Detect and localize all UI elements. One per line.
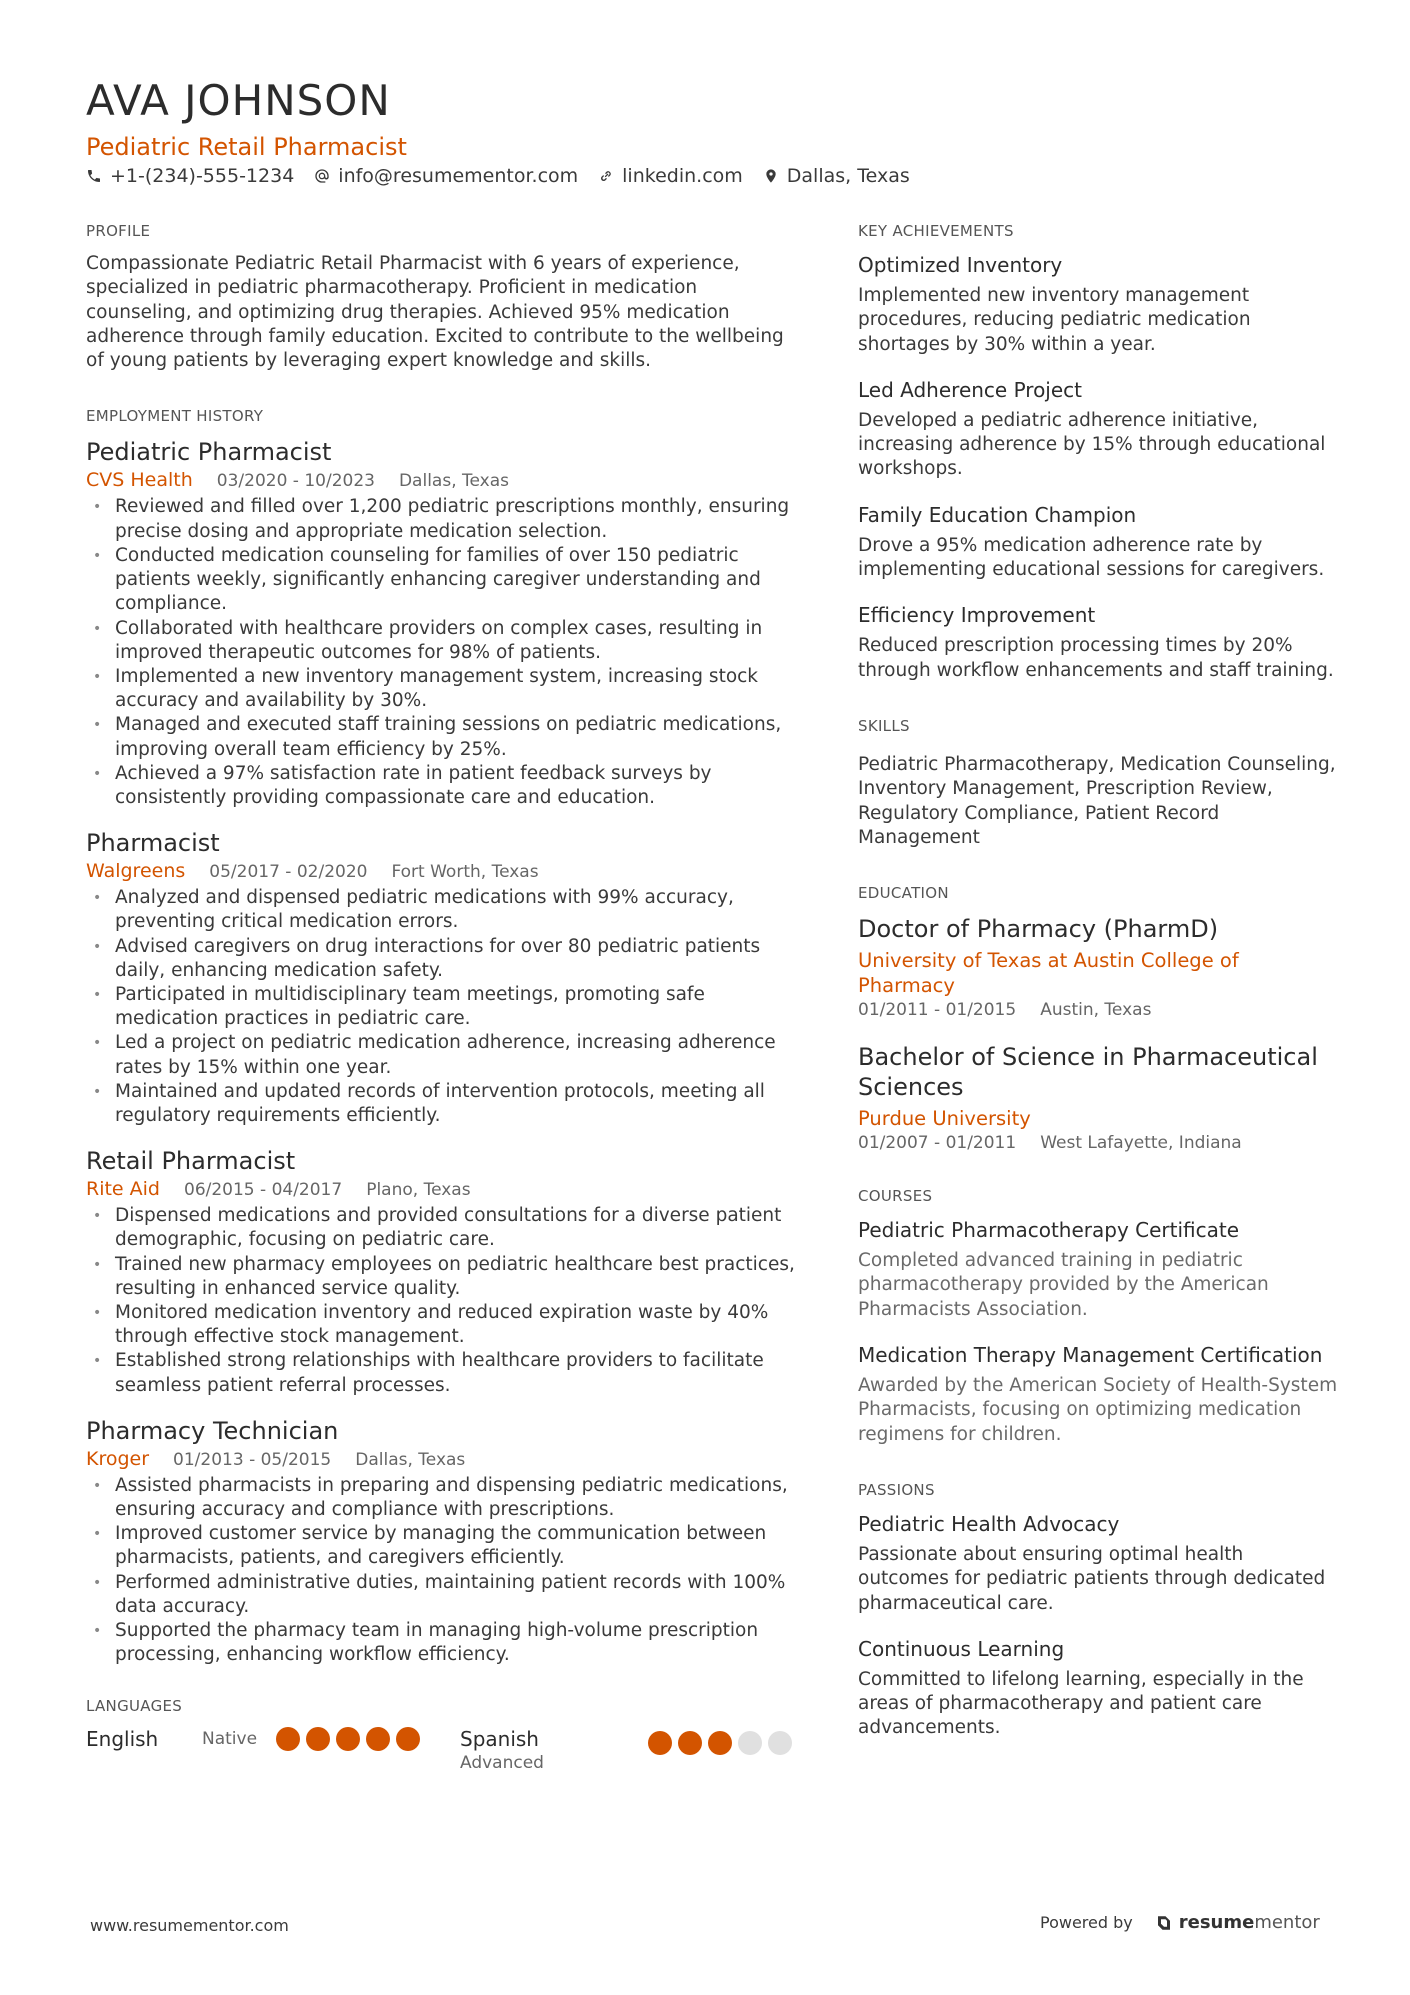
achievement-text: Reduced prescription processing times by 20% through workflow enhancements and staff training. — [858, 635, 1334, 681]
job-bullets — [86, 495, 796, 810]
brand-name-light: mentor — [1254, 1912, 1320, 1933]
education-dates: 01/2011 - 01/2015 — [858, 1000, 1017, 1021]
achievement-title: Optimized Inventory — [858, 253, 1063, 277]
job-bullet: • Supported the pharmacy team in managing high-volume prescription processing, enhancing workflow efficiency. — [86, 1619, 796, 1667]
contact-location — [763, 165, 910, 187]
education-section — [858, 884, 1338, 1153]
footer-powered — [1040, 1912, 1320, 1933]
brand-name-bold: resume — [1178, 1912, 1255, 1933]
skills-heading: SKILLS — [858, 716, 910, 735]
right-column — [858, 222, 1338, 1775]
job-bullet: • Monitored medication inventory and reduced expiration waste by 40% through effective stock management. — [86, 1301, 796, 1349]
job-bullet: • Performed administrative duties, maintaining patient records with 100% data accuracy. — [86, 1571, 796, 1619]
job-dates: 01/2013 - 05/2015 — [173, 1449, 332, 1470]
rating-dot-filled — [276, 1727, 300, 1751]
education-heading: EDUCATION — [858, 884, 949, 903]
achievement-item — [858, 252, 1338, 357]
job-bullets — [86, 1204, 796, 1398]
profile-section — [86, 222, 796, 373]
education-degree: Doctor of Pharmacy (PharmD) — [858, 915, 1219, 944]
job-entry — [86, 828, 796, 1128]
language-spanish — [460, 1727, 792, 1773]
job-bullet: • Trained new pharmacy employees on pediatric healthcare best practices, resulting in enhanced service quality. — [86, 1253, 796, 1301]
profile-text: Compassionate Pediatric Retail Pharmacist with 6 years of experience, specialized in pediatric pharmacotherapy. Proficient in medication counseling, and optimizing drug therapies. Achieved 95% medication adherence through family education. Excited to contribute to the wellbeing of young patients by leveraging expert knowledge and skills. — [86, 253, 784, 372]
education-school: Purdue University — [858, 1107, 1031, 1131]
passion-item — [858, 1511, 1338, 1616]
rating-dot-filled — [648, 1731, 672, 1755]
profile-heading: PROFILE — [86, 222, 151, 240]
job-title: Pediatric Pharmacist — [86, 438, 332, 467]
rating-dot-filled — [708, 1731, 732, 1755]
email-text: info@resumementor.com — [338, 165, 579, 187]
job-company: Kroger — [86, 1447, 150, 1470]
job-bullet: • Analyzed and dispensed pediatric medications with 99% accuracy, preventing critical medication errors. — [86, 886, 796, 934]
job-meta — [86, 860, 796, 882]
rating-dot-empty — [738, 1731, 762, 1755]
achievement-title: Family Education Champion — [858, 502, 1137, 527]
job-title: Pharmacy Technician — [86, 1416, 339, 1445]
rating-dot-filled — [366, 1727, 390, 1751]
candidate-name: AVA JOHNSON — [86, 76, 391, 125]
job-bullet: • Participated in multidisciplinary team meetings, promoting safe medication practices in pediatric care. — [86, 983, 796, 1031]
language-rating — [276, 1727, 420, 1751]
language-level: Advanced — [460, 1753, 544, 1774]
course-item — [858, 1217, 1338, 1322]
powered-by-label: Powered by — [1040, 1913, 1133, 1932]
language-english — [86, 1727, 460, 1751]
course-item — [858, 1342, 1338, 1447]
candidate-title: Pediatric Retail Pharmacist — [86, 133, 407, 161]
achievement-item — [858, 602, 1338, 683]
achievement-text: Developed a pediatric adherence initiative, increasing adherence by 15% through educational workshops. — [858, 409, 1326, 480]
employment-heading: EMPLOYMENT HISTORY — [86, 407, 264, 426]
course-title: Pediatric Pharmacotherapy Certificate — [858, 1218, 1240, 1243]
achievements-section — [858, 222, 1338, 683]
language-level: Native — [202, 1729, 258, 1750]
passion-title: Pediatric Health Advocacy — [858, 1511, 1120, 1536]
passions-heading: PASSIONS — [858, 1480, 935, 1499]
job-title: Pharmacist — [86, 829, 220, 858]
job-bullet: • Achieved a 97% satisfaction rate in patient feedback surveys by consistently providing compassionate care and education. — [86, 762, 796, 810]
job-dates: 05/2017 - 02/2020 — [209, 862, 368, 883]
job-company: Rite Aid — [86, 1178, 160, 1201]
job-bullet: • Reviewed and filled over 1,200 pediatric prescriptions monthly, ensuring precise dosing and appropriate medication selection. — [86, 495, 796, 543]
education-degree: Bachelor of Science in Pharmaceutical Sciences — [858, 1043, 1318, 1102]
language-name: Spanish — [460, 1727, 539, 1752]
achievement-title: Led Adherence Project — [858, 377, 1083, 402]
job-bullet: • Conducted medication counseling for families of over 150 pediatric patients weekly, significantly enhancing caregiver understanding and compliance. — [86, 544, 796, 617]
job-entry — [86, 1416, 796, 1668]
job-dates: 03/2020 - 10/2023 — [216, 471, 375, 492]
education-location: Austin, Texas — [1040, 1000, 1152, 1021]
job-meta — [86, 1448, 796, 1470]
job-bullets — [86, 1474, 796, 1668]
job-bullet: • Implemented a new inventory management system, increasing stock accuracy and availability by 30%. — [86, 665, 796, 713]
rating-dot-filled — [678, 1731, 702, 1755]
achievement-item — [858, 502, 1338, 583]
languages-section — [86, 1697, 796, 1773]
job-company: Walgreens — [86, 860, 186, 883]
achievement-text: Drove a 95% medication adherence rate by implementing educational sessions for caregivers. — [858, 534, 1325, 581]
languages-heading: LANGUAGES — [86, 1697, 183, 1716]
footer-website[interactable]: www.resumementor.com — [90, 1916, 289, 1935]
job-entry — [86, 1146, 796, 1398]
passions-section — [858, 1481, 1338, 1741]
job-bullet: • Managed and executed staff training sessions on pediatric medications, improving overall team efficiency by 25%. — [86, 713, 796, 761]
job-location: Fort Worth, Texas — [391, 862, 539, 883]
job-company: CVS Health — [86, 469, 193, 492]
languages-row — [86, 1727, 796, 1773]
job-bullet: • Collaborated with healthcare providers on complex cases, resulting in improved therapeutic outcomes for 98% of patients. — [86, 617, 796, 665]
employment-section — [86, 407, 796, 1667]
job-meta — [86, 469, 796, 491]
achievement-item — [858, 377, 1338, 482]
course-title: Medication Therapy Management Certification — [858, 1343, 1323, 1368]
skills-section — [858, 717, 1338, 850]
brand-logo[interactable] — [1155, 1912, 1320, 1933]
job-location: Plano, Texas — [366, 1180, 471, 1201]
phone-icon — [86, 168, 102, 184]
passion-text: Committed to lifelong learning, especially in the areas of pharmacotherapy and patient care advancements. — [858, 1668, 1304, 1739]
courses-heading: COURSES — [858, 1187, 933, 1206]
job-entry — [86, 437, 796, 810]
job-meta — [86, 1178, 796, 1200]
education-location: West Lafayette, Indiana — [1040, 1133, 1242, 1154]
courses-section — [858, 1187, 1338, 1447]
job-bullet: • Led a project on pediatric medication adherence, increasing adherence rates by 15% within one year. — [86, 1031, 796, 1079]
education-item — [858, 1042, 1338, 1153]
course-text: Completed advanced training in pediatric pharmacotherapy provided by the American Pharmacists Association. — [858, 1250, 1269, 1320]
achievement-text: Implemented new inventory management procedures, reducing pediatric medication shortages by 30% within a year. — [858, 285, 1251, 355]
job-location: Dallas, Texas — [398, 471, 509, 492]
resumementor-logo-icon — [1155, 1914, 1173, 1932]
job-bullet: • Assisted pharmacists in preparing and dispensing pediatric medications, ensuring accuracy and compliance with prescriptions. — [86, 1474, 796, 1522]
job-bullet: • Maintained and updated records of intervention protocols, meeting all regulatory requirements efficiently. — [86, 1080, 796, 1128]
job-bullet: • Improved customer service by managing the communication between pharmacists, patients, and caregivers efficiently. — [86, 1522, 796, 1570]
passion-item — [858, 1636, 1338, 1741]
rating-dot-empty — [768, 1731, 792, 1755]
education-meta — [858, 1000, 1338, 1020]
job-bullet: • Established strong relationships with healthcare providers to facilitate seamless patient referral processes. — [86, 1349, 796, 1397]
linkedin-text: linkedin.com — [622, 165, 743, 187]
link-icon — [598, 168, 614, 184]
job-bullets — [86, 886, 796, 1128]
rating-dot-filled — [396, 1727, 420, 1751]
achievement-title: Efficiency Improvement — [858, 603, 1096, 628]
education-meta — [858, 1133, 1338, 1153]
contact-phone[interactable] — [86, 165, 294, 187]
job-bullet: • Advised caregivers on drug interactions for over 80 pediatric patients daily, enhancing medication safety. — [86, 935, 796, 983]
rating-dot-filled — [336, 1727, 360, 1751]
rating-dot-filled — [306, 1727, 330, 1751]
education-school: University of Texas at Austin College of Pharmacy — [858, 949, 1239, 998]
skills-text: Pediatric Pharmacotherapy, Medication Counseling, Inventory Management, Prescription Review, Regulatory Compliance, Patient Record Management — [858, 753, 1336, 848]
education-dates: 01/2007 - 01/2011 — [858, 1133, 1017, 1154]
passion-text: Passionate about ensuring optimal health outcomes for pediatric patients through dedicated pharmaceutical care. — [858, 1543, 1326, 1614]
phone-text: +1-(234)-555-1234 — [110, 165, 295, 187]
language-name: English — [86, 1727, 159, 1752]
location-text: Dallas, Texas — [786, 165, 910, 187]
course-text: Awarded by the American Society of Health-System Pharmacists, focusing on optimizing medication regimens for children. — [858, 1375, 1338, 1445]
job-title: Retail Pharmacist — [86, 1147, 296, 1176]
achievements-heading: KEY ACHIEVEMENTS — [858, 222, 1014, 240]
left-column — [86, 222, 796, 1807]
contact-bar — [86, 165, 910, 187]
contact-linkedin[interactable] — [598, 165, 743, 187]
job-dates: 06/2015 - 04/2017 — [184, 1180, 343, 1201]
language-rating — [648, 1731, 792, 1755]
education-item — [858, 914, 1338, 1020]
location-pin-icon — [763, 168, 779, 184]
at-icon — [314, 168, 330, 184]
job-bullet: • Dispensed medications and provided consultations for a diverse patient demographic, focusing on pediatric care. — [86, 1204, 796, 1252]
contact-email[interactable] — [314, 165, 578, 187]
passion-title: Continuous Learning — [858, 1636, 1065, 1661]
job-location: Dallas, Texas — [355, 1449, 466, 1470]
